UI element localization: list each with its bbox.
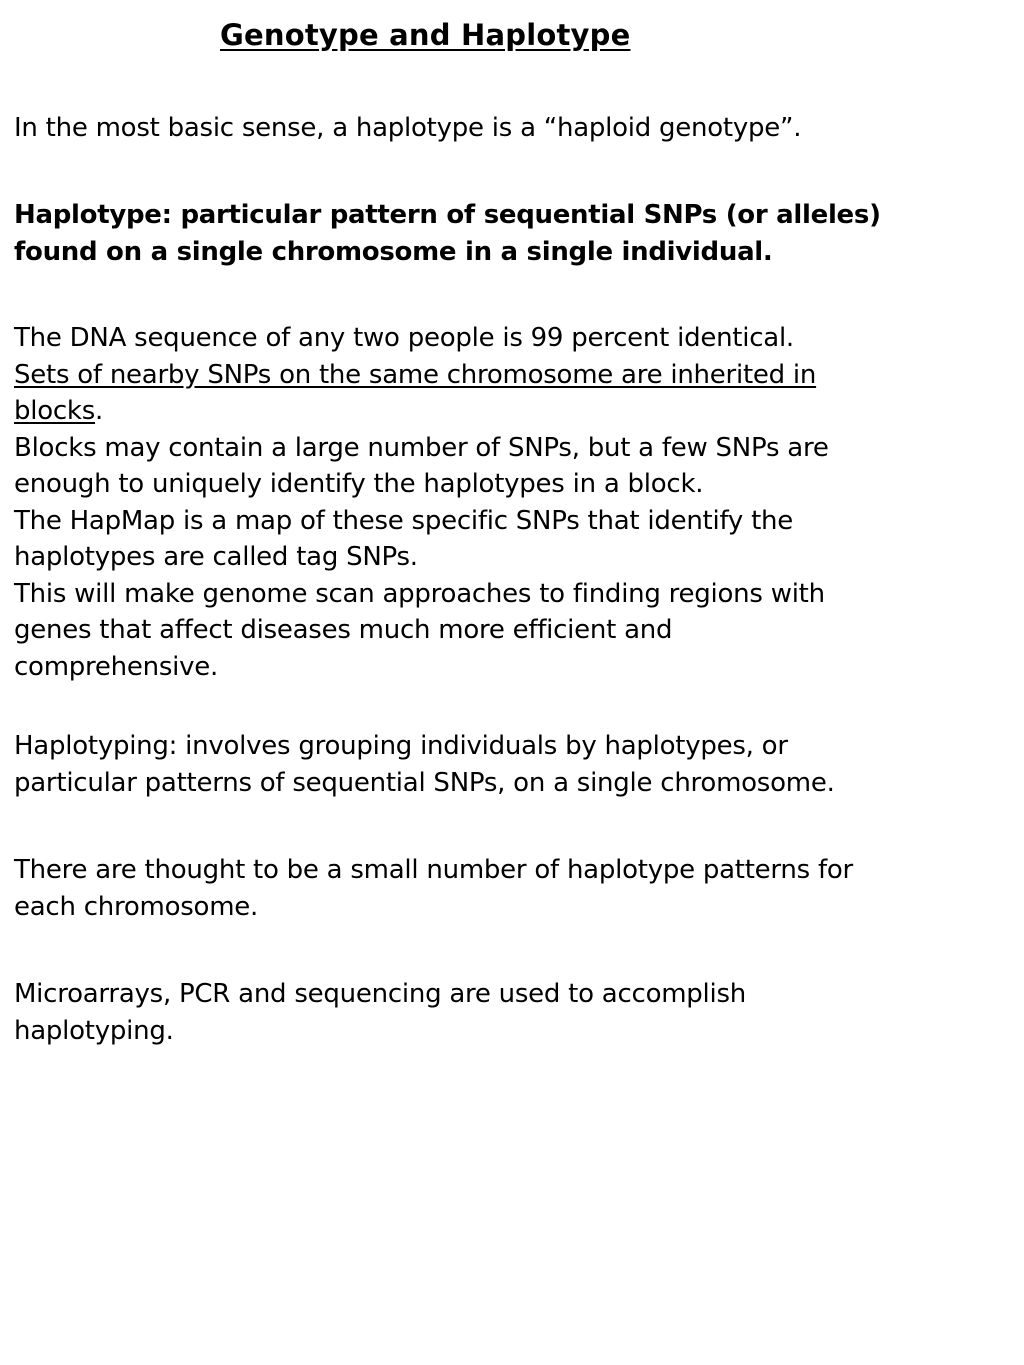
methods-line-1: Microarrays, PCR and sequencing are used to accomplish bbox=[14, 979, 747, 1009]
dna-line-3 bbox=[14, 393, 974, 430]
patterns-paragraph bbox=[14, 852, 974, 925]
haplotype-definition bbox=[14, 197, 974, 270]
page-title: Genotype and Haplotype bbox=[220, 18, 631, 52]
intro-text: In the most basic sense, a haplotype is a “haploid genotype”. bbox=[14, 113, 802, 143]
dna-line-5: enough to uniquely identify the haplotypes in a block. bbox=[14, 469, 704, 499]
patterns-line-1: There are thought to be a small number of haplotype patterns for bbox=[14, 855, 853, 885]
patterns-line-2: each chromosome. bbox=[14, 891, 259, 922]
intro-paragraph bbox=[14, 110, 974, 147]
dna-line-8: This will make genome scan approaches to finding regions with bbox=[14, 578, 825, 609]
blocks-term: blocks bbox=[14, 396, 96, 426]
dna-paragraph bbox=[14, 320, 974, 685]
blocks-period: . bbox=[95, 396, 104, 426]
methods-paragraph bbox=[14, 976, 974, 1049]
methods-line-2: haplotyping. bbox=[14, 1015, 174, 1046]
dna-line-7: haplotypes are called tag SNPs. bbox=[14, 542, 418, 572]
dna-line-4: Blocks may contain a large number of SNPs, but a few SNPs are bbox=[14, 432, 829, 463]
dna-line-10: comprehensive. bbox=[14, 651, 219, 682]
dna-line-2: Sets of nearby SNPs on the same chromosome are inherited in bbox=[14, 359, 817, 390]
definition-line-2: found on a single chromosome in a single individual. bbox=[14, 236, 773, 267]
haplotyping-line-1: Haplotyping: involves grouping individuals by haplotypes, or bbox=[14, 731, 788, 761]
haplotyping-paragraph bbox=[14, 728, 974, 801]
dna-line-1: The DNA sequence of any two people is 99 percent identical. bbox=[14, 323, 794, 353]
dna-line-9: genes that affect diseases much more efficient and bbox=[14, 615, 673, 645]
haplotyping-line-2: particular patterns of sequential SNPs, on a single chromosome. bbox=[14, 767, 835, 798]
definition-line-1: Haplotype: particular pattern of sequential SNPs (or alleles) bbox=[14, 200, 881, 230]
dna-line-6: The HapMap is a map of these specific SNPs that identify the bbox=[14, 505, 793, 536]
